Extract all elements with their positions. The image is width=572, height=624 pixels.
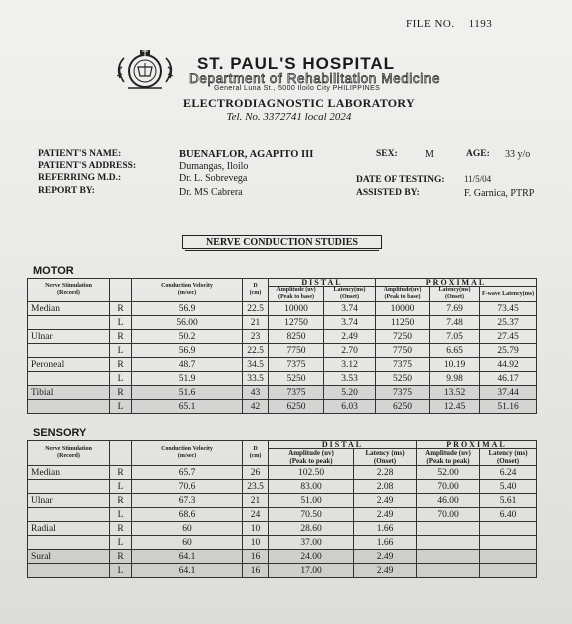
cell-side: L bbox=[110, 564, 132, 578]
distance-header: D (cm) bbox=[243, 441, 269, 466]
cell-side: R bbox=[110, 522, 132, 536]
table-row bbox=[28, 564, 537, 578]
cell-d: 33.5 bbox=[243, 372, 269, 386]
date-of-testing: 11/5/04 bbox=[464, 174, 492, 184]
report-by: Dr. MS Cabrera bbox=[179, 187, 243, 198]
side-header bbox=[110, 279, 132, 302]
side-header bbox=[110, 441, 132, 466]
cell-d: 22.5 bbox=[243, 302, 269, 316]
cell-lat: 3.74 bbox=[324, 302, 376, 316]
cell-fwave: 25.37 bbox=[480, 316, 537, 330]
cell-d: 16 bbox=[243, 564, 269, 578]
table-row bbox=[28, 372, 537, 386]
cell-lat_p: 9.98 bbox=[430, 372, 480, 386]
report-by-label: REPORT BY: bbox=[38, 186, 95, 196]
cell-lat_p: 5.40 bbox=[480, 480, 537, 494]
cv-header: Conduction Velocity (m/sec) bbox=[132, 279, 243, 302]
cell-cv: 51.6 bbox=[132, 386, 243, 400]
cell-amp: 10000 bbox=[269, 302, 324, 316]
cell-d: 24 bbox=[243, 508, 269, 522]
cell-fwave: 44.92 bbox=[480, 358, 537, 372]
cell-cv: 60 bbox=[132, 536, 243, 550]
cell-nerve bbox=[28, 316, 110, 330]
cell-cv: 64.1 bbox=[132, 550, 243, 564]
cell-lat: 5.20 bbox=[324, 386, 376, 400]
cell-lat: 2.08 bbox=[354, 480, 417, 494]
cell-cv: 60 bbox=[132, 522, 243, 536]
cell-side: R bbox=[110, 550, 132, 564]
cell-cv: 56.00 bbox=[132, 316, 243, 330]
table-row bbox=[28, 536, 537, 550]
cell-nerve bbox=[28, 508, 110, 522]
cell-fwave: 25.79 bbox=[480, 344, 537, 358]
cell-amp_p: 7250 bbox=[376, 330, 430, 344]
lat-proximal-header: Latency(ms) (Onset) bbox=[430, 287, 480, 302]
cell-side: L bbox=[110, 536, 132, 550]
cell-side: L bbox=[110, 400, 132, 414]
cell-lat: 2.28 bbox=[354, 466, 417, 480]
cell-lat_p: 10.19 bbox=[430, 358, 480, 372]
cell-amp: 28.60 bbox=[269, 522, 354, 536]
cell-side: R bbox=[110, 302, 132, 316]
sex-label: SEX: bbox=[376, 149, 398, 159]
cell-lat_p: 6.40 bbox=[480, 508, 537, 522]
cell-nerve: Median bbox=[28, 302, 110, 316]
distal-header: DISTAL bbox=[269, 441, 417, 449]
distal-header: DISTAL bbox=[269, 279, 376, 287]
cell-lat: 6.03 bbox=[324, 400, 376, 414]
cell-amp: 7375 bbox=[269, 358, 324, 372]
table-row bbox=[28, 358, 537, 372]
cell-lat: 2.49 bbox=[354, 494, 417, 508]
table-row bbox=[28, 316, 537, 330]
cell-cv: 70.6 bbox=[132, 480, 243, 494]
cell-nerve bbox=[28, 536, 110, 550]
cell-nerve: Tibial bbox=[28, 386, 110, 400]
referring-md: Dr. L. Sobrevega bbox=[179, 173, 248, 184]
cell-lat: 3.12 bbox=[324, 358, 376, 372]
lat-header: Latency(ms) (Onset) bbox=[324, 287, 376, 302]
amp-header: Amplitude (uv) (Peak to peak) bbox=[269, 449, 354, 466]
assisted-by-label: ASSISTED BY: bbox=[356, 188, 420, 198]
cell-amp: 37.00 bbox=[269, 536, 354, 550]
cell-amp: 83.00 bbox=[269, 480, 354, 494]
cell-d: 23.5 bbox=[243, 480, 269, 494]
cell-side: L bbox=[110, 316, 132, 330]
cell-cv: 50.2 bbox=[132, 330, 243, 344]
cell-lat_p bbox=[480, 564, 537, 578]
cell-amp_p: 11250 bbox=[376, 316, 430, 330]
cell-lat: 2.70 bbox=[324, 344, 376, 358]
cell-amp: 5250 bbox=[269, 372, 324, 386]
cell-side: L bbox=[110, 508, 132, 522]
table-row bbox=[28, 344, 537, 358]
cell-amp_p: 5250 bbox=[376, 372, 430, 386]
file-number bbox=[406, 18, 492, 30]
cell-amp_p: 52.00 bbox=[417, 466, 480, 480]
cell-amp_p: 10000 bbox=[376, 302, 430, 316]
file-number-label: FILE NO. bbox=[406, 18, 455, 30]
section-title: NERVE CONDUCTION STUDIES bbox=[182, 235, 382, 249]
cell-lat: 3.74 bbox=[324, 316, 376, 330]
cell-lat_p: 7.48 bbox=[430, 316, 480, 330]
hospital-address: General Luna St., 5000 Iloilo City PHILIPPINES bbox=[214, 85, 381, 92]
cell-lat_p: 7.05 bbox=[430, 330, 480, 344]
cell-nerve: Median bbox=[28, 466, 110, 480]
cell-lat: 1.66 bbox=[354, 536, 417, 550]
cell-lat_p: 12.45 bbox=[430, 400, 480, 414]
table-row bbox=[28, 508, 537, 522]
nerve-header: Nerve Stimulation (Record) bbox=[28, 279, 110, 302]
cell-fwave: 46.17 bbox=[480, 372, 537, 386]
cell-side: L bbox=[110, 372, 132, 386]
patient-name-label: PATIENT'S NAME: bbox=[38, 149, 122, 159]
cell-amp: 70.50 bbox=[269, 508, 354, 522]
cell-cv: 51.9 bbox=[132, 372, 243, 386]
cell-d: 21 bbox=[243, 494, 269, 508]
motor-table bbox=[27, 278, 537, 414]
fwave-header: F-wave Latency(ms) bbox=[480, 287, 537, 302]
table-row bbox=[28, 480, 537, 494]
cell-d: 10 bbox=[243, 536, 269, 550]
sensory-label: SENSORY bbox=[33, 427, 87, 439]
amp-proximal-header: Amplitude(uv) (Peak to base) bbox=[376, 287, 430, 302]
cell-nerve: Ulnar bbox=[28, 494, 110, 508]
motor-header-row-1 bbox=[28, 279, 537, 287]
cell-amp_p bbox=[417, 536, 480, 550]
cell-cv: 56.9 bbox=[132, 302, 243, 316]
cell-cv: 48.7 bbox=[132, 358, 243, 372]
cell-d: 10 bbox=[243, 522, 269, 536]
telephone-number: Tel. No. 3372741 local 2024 bbox=[226, 111, 352, 123]
cell-amp_p: 70.00 bbox=[417, 508, 480, 522]
proximal-header: PROXIMAL bbox=[417, 441, 537, 449]
table-row bbox=[28, 466, 537, 480]
cell-amp: 17.00 bbox=[269, 564, 354, 578]
cell-lat: 3.53 bbox=[324, 372, 376, 386]
table-row bbox=[28, 400, 537, 414]
cell-nerve bbox=[28, 400, 110, 414]
amp-header: Amplitude (uv) (Peak to base) bbox=[269, 287, 324, 302]
cell-amp_p: 6250 bbox=[376, 400, 430, 414]
age-value: 33 y/o bbox=[505, 149, 531, 160]
cell-lat_p bbox=[480, 522, 537, 536]
patient-address-label: PATIENT'S ADDRESS: bbox=[38, 161, 137, 171]
cell-nerve: Radial bbox=[28, 522, 110, 536]
cell-d: 22.5 bbox=[243, 344, 269, 358]
cell-lat: 2.49 bbox=[354, 508, 417, 522]
cell-lat_p: 6.65 bbox=[430, 344, 480, 358]
cell-lat: 2.49 bbox=[354, 550, 417, 564]
file-number-value: 1193 bbox=[468, 18, 493, 30]
hospital-name: ST. PAUL'S HOSPITAL bbox=[196, 54, 396, 73]
cell-nerve bbox=[28, 564, 110, 578]
sensory-table bbox=[27, 440, 537, 578]
table-row bbox=[28, 522, 537, 536]
cell-d: 23 bbox=[243, 330, 269, 344]
cell-nerve bbox=[28, 372, 110, 386]
cell-lat: 1.66 bbox=[354, 522, 417, 536]
distance-header: D (cm) bbox=[243, 279, 269, 302]
cell-lat_p: 13.52 bbox=[430, 386, 480, 400]
sensory-header-row-1 bbox=[28, 441, 537, 449]
cell-d: 43 bbox=[243, 386, 269, 400]
cell-d: 21 bbox=[243, 316, 269, 330]
cell-amp: 6250 bbox=[269, 400, 324, 414]
cell-side: L bbox=[110, 480, 132, 494]
cell-amp_p: 7375 bbox=[376, 358, 430, 372]
motor-label: MOTOR bbox=[33, 265, 74, 277]
table-row bbox=[28, 494, 537, 508]
cell-lat: 2.49 bbox=[354, 564, 417, 578]
cell-fwave: 27.45 bbox=[480, 330, 537, 344]
cell-amp: 7375 bbox=[269, 386, 324, 400]
cell-lat_p: 7.69 bbox=[430, 302, 480, 316]
proximal-header: PROXIMAL bbox=[376, 279, 537, 287]
laboratory-name: ELECTRODIAGNOSTIC LABORATORY bbox=[183, 96, 415, 110]
patient-name: BUENAFLOR, AGAPITO III bbox=[179, 149, 314, 160]
cell-side: R bbox=[110, 330, 132, 344]
cell-cv: 64.1 bbox=[132, 564, 243, 578]
cell-fwave: 37.44 bbox=[480, 386, 537, 400]
table-row bbox=[28, 330, 537, 344]
department-name: Department of Rehabilitation Medicine bbox=[189, 71, 441, 86]
cell-cv: 65.7 bbox=[132, 466, 243, 480]
cell-side: L bbox=[110, 344, 132, 358]
cell-amp: 8250 bbox=[269, 330, 324, 344]
cell-amp_p: 46.00 bbox=[417, 494, 480, 508]
cell-cv: 67.3 bbox=[132, 494, 243, 508]
cell-lat_p: 6.24 bbox=[480, 466, 537, 480]
cell-nerve bbox=[28, 344, 110, 358]
cell-nerve: Ulnar bbox=[28, 330, 110, 344]
cell-amp_p bbox=[417, 564, 480, 578]
cell-lat_p: 5.61 bbox=[480, 494, 537, 508]
table-row bbox=[28, 386, 537, 400]
amp-proximal-header: Amplitude (uv) (Peak to peak) bbox=[417, 449, 480, 466]
cell-d: 26 bbox=[243, 466, 269, 480]
cell-amp_p bbox=[417, 550, 480, 564]
cell-side: R bbox=[110, 466, 132, 480]
lat-proximal-header: Latency (ms) (Onset) bbox=[480, 449, 537, 466]
cell-nerve: Peroneal bbox=[28, 358, 110, 372]
cell-amp_p bbox=[417, 522, 480, 536]
cell-nerve bbox=[28, 480, 110, 494]
date-of-testing-label: DATE OF TESTING: bbox=[356, 175, 445, 185]
nerve-header: Nerve Stimulation (Record) bbox=[28, 441, 110, 466]
cell-lat_p bbox=[480, 536, 537, 550]
cell-amp_p: 7750 bbox=[376, 344, 430, 358]
referring-md-label: REFERRING M.D.: bbox=[38, 173, 122, 183]
cell-amp: 24.00 bbox=[269, 550, 354, 564]
sex-value: M bbox=[425, 149, 434, 160]
cell-amp: 12750 bbox=[269, 316, 324, 330]
cell-side: R bbox=[110, 386, 132, 400]
assisted-by: F. Garnica, PTRP bbox=[464, 188, 535, 199]
cell-cv: 68.6 bbox=[132, 508, 243, 522]
cell-side: R bbox=[110, 494, 132, 508]
lat-header: Latency (ms) (Onset) bbox=[354, 449, 417, 466]
cell-lat_p bbox=[480, 550, 537, 564]
cell-fwave: 51.16 bbox=[480, 400, 537, 414]
cell-amp_p: 70.00 bbox=[417, 480, 480, 494]
cell-lat: 2.49 bbox=[324, 330, 376, 344]
table-row bbox=[28, 302, 537, 316]
cell-amp: 7750 bbox=[269, 344, 324, 358]
table-row bbox=[28, 550, 537, 564]
cell-d: 34.5 bbox=[243, 358, 269, 372]
cell-side: R bbox=[110, 358, 132, 372]
cell-amp: 102.50 bbox=[269, 466, 354, 480]
age-label: AGE: bbox=[466, 149, 490, 159]
cell-amp_p: 7375 bbox=[376, 386, 430, 400]
cell-cv: 65.1 bbox=[132, 400, 243, 414]
patient-address: Dumangas, Iloilo bbox=[179, 161, 249, 172]
cell-fwave: 73.45 bbox=[480, 302, 537, 316]
cell-nerve: Sural bbox=[28, 550, 110, 564]
cell-d: 16 bbox=[243, 550, 269, 564]
cell-amp: 51.00 bbox=[269, 494, 354, 508]
cell-cv: 56.9 bbox=[132, 344, 243, 358]
cv-header: Conduction Velocity (m/sec) bbox=[132, 441, 243, 466]
cell-d: 42 bbox=[243, 400, 269, 414]
